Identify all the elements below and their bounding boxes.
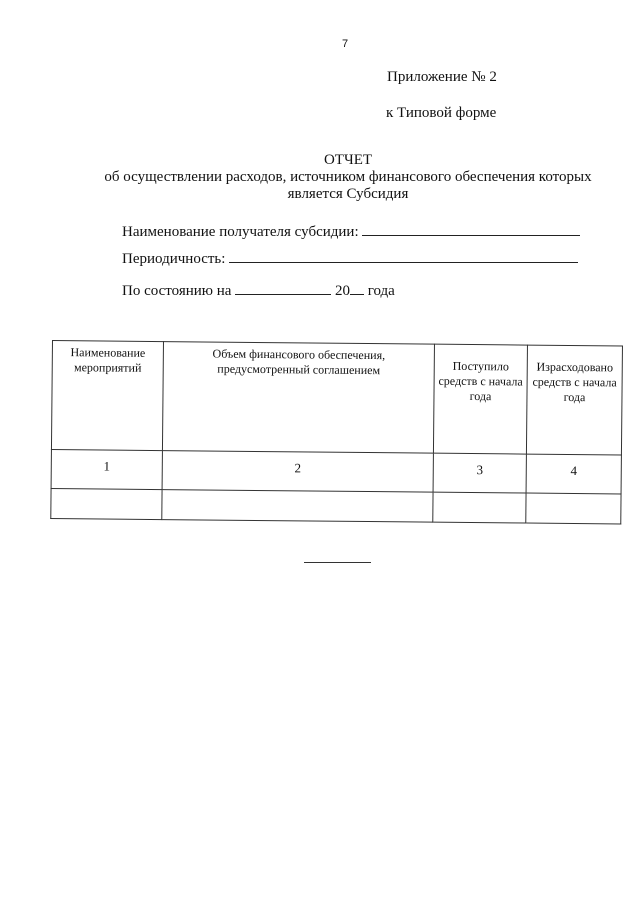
table-row bbox=[51, 488, 621, 523]
report-subheading-line: об осуществлении расходов, источником финансового обеспечения которых bbox=[104, 169, 592, 185]
appendix-title: Приложение № 2 bbox=[387, 69, 497, 85]
empty-cell[interactable] bbox=[162, 490, 433, 523]
report-title-block bbox=[88, 152, 608, 203]
year-prefix: 20 bbox=[334, 283, 350, 299]
header-cell-received: Поступило средств с начала года bbox=[433, 344, 527, 454]
column-number-cell: 3 bbox=[433, 453, 526, 493]
empty-cell[interactable] bbox=[526, 493, 621, 524]
header-cell-funding-volume: Объем финансового обеспечения, предусмотренный соглашением bbox=[162, 342, 434, 454]
header-cell-spent: Израсходовано средств с начала года bbox=[526, 345, 622, 455]
table-number-row bbox=[51, 449, 621, 493]
recipient-field bbox=[122, 221, 580, 241]
report-heading: ОТЧЕТ bbox=[323, 152, 373, 168]
appendix-subtitle: к Типовой форме bbox=[386, 105, 497, 121]
as-of-label: По состоянию на bbox=[122, 283, 232, 299]
periodicity-label: Периодичность: bbox=[122, 251, 226, 267]
column-number-cell: 2 bbox=[162, 451, 433, 493]
empty-cell[interactable] bbox=[51, 488, 162, 519]
empty-cell[interactable] bbox=[433, 492, 526, 523]
page-number: 7 bbox=[342, 38, 349, 50]
column-number-cell: 4 bbox=[526, 454, 621, 494]
periodicity-field bbox=[122, 248, 578, 268]
as-of-date-blank[interactable] bbox=[235, 280, 331, 295]
year-suffix: года bbox=[367, 283, 395, 299]
report-subheading-line: является Субсидия bbox=[287, 186, 409, 202]
as-of-field bbox=[122, 280, 395, 300]
recipient-blank[interactable] bbox=[362, 221, 580, 236]
recipient-label: Наименование получателя субсидии: bbox=[122, 224, 359, 240]
header-cell-activities: Наименование мероприятий bbox=[51, 341, 163, 451]
year-blank[interactable] bbox=[350, 280, 364, 295]
column-number-cell: 1 bbox=[51, 449, 162, 489]
periodicity-blank[interactable] bbox=[229, 248, 578, 263]
report-table bbox=[50, 340, 623, 524]
end-divider bbox=[304, 562, 371, 563]
table-header-row bbox=[51, 341, 622, 455]
